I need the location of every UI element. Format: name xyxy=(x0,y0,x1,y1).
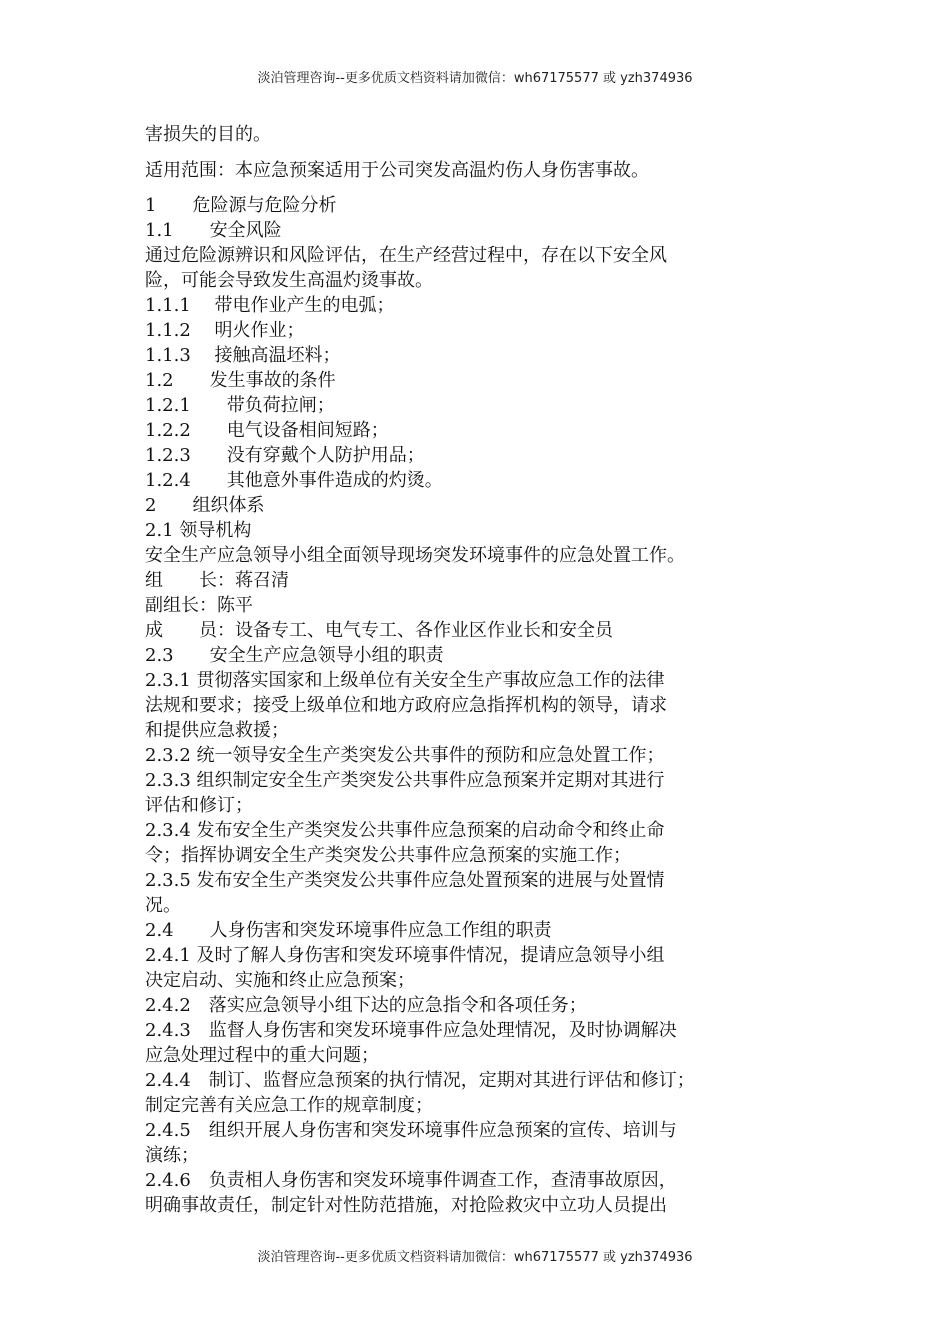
text-line: 组 长：蒋召清 xyxy=(145,570,289,591)
text-line: 险，可能会导致发生高温灼烫事故。 xyxy=(145,270,433,291)
list-item: 1.2.4 其他意外事件造成的灼烫。 xyxy=(145,470,443,491)
list-item: 2.4.2 落实应急领导小组下达的应急指令和各项任务； xyxy=(145,995,587,1016)
list-item: 2.4.5 组织开展人身伤害和突发环境事件应急预案的宣传、培训与 xyxy=(145,1120,677,1141)
page-footer: 淡泊管理咨询--更多优质文档资料请加微信：wh67175577 或 yzh374936 xyxy=(257,1250,693,1265)
text-line: 决定启动、实施和终止应急预案； xyxy=(145,970,415,991)
section-heading: 2 组织体系 xyxy=(145,495,265,516)
list-item: 2.4.6 负责相人身伤害和突发环境事件调查工作，查清事故原因， xyxy=(145,1170,677,1191)
list-item: 1.1.1 带电作业产生的电弧； xyxy=(145,295,395,316)
text-line: 副组长：陈平 xyxy=(145,595,253,616)
list-item: 1.2.3 没有穿戴个人防护用品； xyxy=(145,445,425,466)
text-line: 演练； xyxy=(145,1145,199,1166)
list-item: 2.3.4 发布安全生产类突发公共事件应急预案的启动命令和终止命 xyxy=(145,820,665,841)
section-heading: 1 危险源与危险分析 xyxy=(145,195,337,216)
text-line: 制定完善有关应急工作的规章制度； xyxy=(145,1095,433,1116)
text-line: 应急处理过程中的重大问题； xyxy=(145,1045,379,1066)
document-body xyxy=(145,122,825,1218)
subsection-heading: 2.3 安全生产应急领导小组的职责 xyxy=(145,645,444,666)
subsection-heading: 2.1 领导机构 xyxy=(145,520,252,541)
page-header: 淡泊管理咨询--更多优质文档资料请加微信：wh67175577 或 yzh374936 xyxy=(257,71,693,86)
subsection-heading: 1.1 安全风险 xyxy=(145,220,282,241)
list-item: 2.3.2 统一领导安全生产类突发公共事件的预防和应急处置工作； xyxy=(145,745,665,766)
text-line: 明确事故责任，制定针对性防范措施，对抢险救灾中立功人员提出 xyxy=(145,1195,667,1216)
subsection-heading: 1.2 发生事故的条件 xyxy=(145,370,336,391)
subsection-heading: 2.4 人身伤害和突发环境事件应急工作组的职责 xyxy=(145,920,552,941)
list-item: 2.3.5 发布安全生产类突发公共事件应急处置预案的进展与处置情 xyxy=(145,870,665,891)
text-line: 成 员：设备专工、电气专工、各作业区作业长和安全员 xyxy=(145,620,613,641)
text-line: 和提供应急救援； xyxy=(145,720,289,741)
text-line: 害损失的目的。 xyxy=(145,124,271,145)
list-item: 2.4.4 制订、监督应急预案的执行情况，定期对其进行评估和修订； xyxy=(145,1070,695,1091)
list-item: 1.2.1 带负荷拉闸； xyxy=(145,395,335,416)
list-item: 1.1.2 明火作业； xyxy=(145,320,305,341)
list-item: 2.3.3 组织制定安全生产类突发公共事件应急预案并定期对其进行 xyxy=(145,770,665,791)
list-item: 2.3.1 贯彻落实国家和上级单位有关安全生产事故应急工作的法律 xyxy=(145,670,665,691)
text-line: 法规和要求；接受上级单位和地方政府应急指挥机构的领导，请求 xyxy=(145,695,667,716)
list-item: 2.4.1 及时了解人身伤害和突发环境事件情况，提请应急领导小组 xyxy=(145,945,665,966)
text-line: 令；指挥协调安全生产类突发公共事件应急预案的实施工作； xyxy=(145,845,631,866)
list-item: 1.2.2 电气设备相间短路； xyxy=(145,420,389,441)
text-line: 评估和修订； xyxy=(145,795,253,816)
scope-line: 适用范围：本应急预案适用于公司突发高温灼伤人身伤害事故。 xyxy=(145,160,649,181)
list-item: 2.4.3 监督人身伤害和突发环境事件应急处理情况，及时协调解决 xyxy=(145,1020,677,1041)
text-line: 安全生产应急领导小组全面领导现场突发环境事件的应急处置工作。 xyxy=(145,545,685,566)
text-line: 通过危险源辨识和风险评估，在生产经营过程中，存在以下安全风 xyxy=(145,245,667,266)
text-line: 况。 xyxy=(145,895,181,916)
list-item: 1.1.3 接触高温坯料； xyxy=(145,345,341,366)
